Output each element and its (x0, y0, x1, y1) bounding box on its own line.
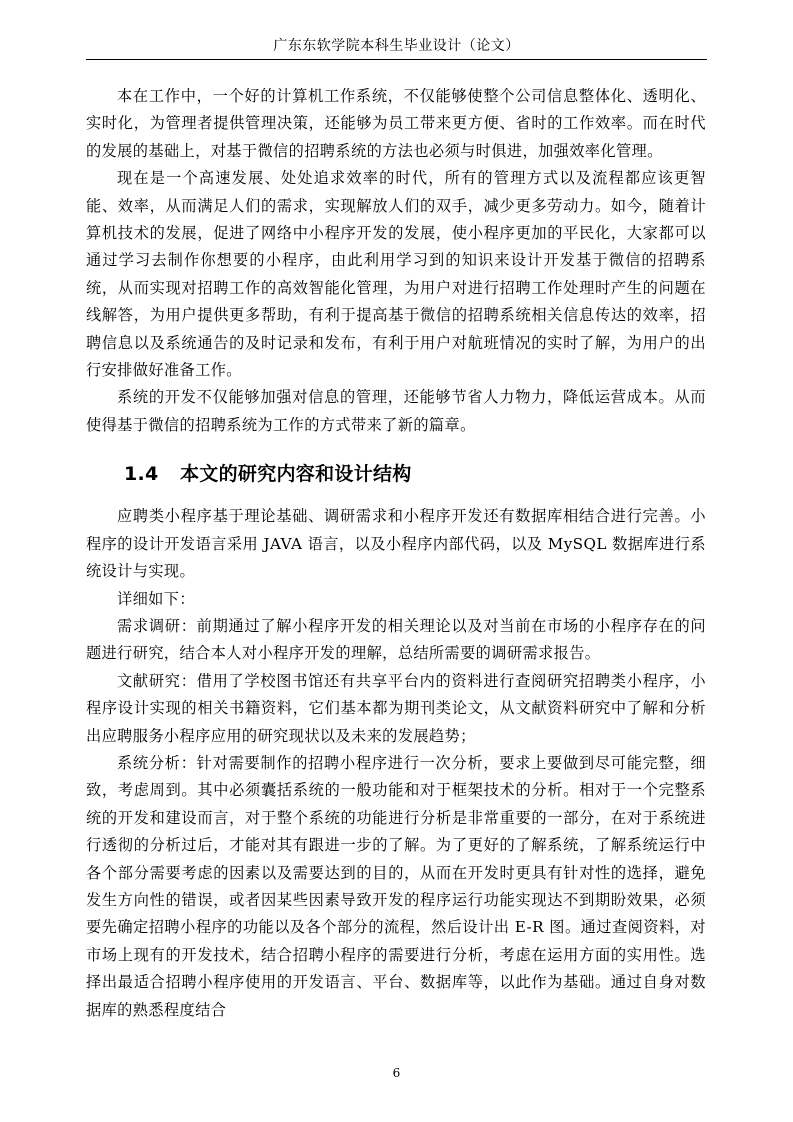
header-rule (86, 59, 707, 60)
paragraph: 文献研究：借用了学校图书馆还有共享平台内的资料进行查阅研究招聘类小程序，小程序设计实现的相关书籍资料，它们基本都为期刊类论文，从文献资料研究中了解和分析出应聘服务小程序应用的研究现状以及未来的发展趋势； (86, 671, 706, 745)
paragraph: 本在工作中，一个好的计算机工作系统，不仅能够使整个公司信息整体化、透明化、实时化，为管理者提供管理决策，还能够为员工带来更方便、省时的工作效率。而在时代的发展的基础上，对基于微信的招聘系统的方法也必须与时俱进，加强效率化管理。 (86, 87, 706, 160)
section-number: 1.4 (124, 463, 159, 486)
page-number: 6 (392, 1066, 401, 1080)
running-header: 广东东软学院本科生毕业设计（论文） (273, 38, 520, 54)
paragraph: 详细如下： (117, 589, 195, 608)
paragraph: 应聘类小程序基于理论基础、调研需求和小程序开发还有数据库相结合进行完善。小程序的设计开发语言采用 JAVA 语言，以及小程序内部代码，以及 MySQL 数据库进行系统设计与实现。 (86, 507, 706, 581)
section-title: 本文的研究内容和设计结构 (180, 463, 412, 486)
paragraph: 系统分析：针对需要制作的招聘小程序进行一次分析，要求上要做到尽可能完整，细致，考虑周到。其中必须囊括系统的一般功能和对于框架技术的分析。相对于一个完整系统的开发和建设而言，对于整个系统的功能进行分析是非常重要的一部分，在对于系统进行透彻的分析过后，才能对其有跟进一步的了解。为了更好的了解系统，了解系统运行中各个部分需要考虑的因素以及需要达到的目的，从而在开发时更具有针对性的选择，避免发生方向性的错误，或者因某些因素导致开发的程序运行功能实现达不到期盼效果，必须要先确定招聘小程序的功能以及各个部分的流程，然后设计出 E-R 图。通过查阅资料，对市场上现有的开发技术，结合招聘小程序的需要进行分析，考虑在运用方面的实用性。选择出最适合招聘小程序使用的开发语言、平台、数据库等，以此作为基础。通过自身对数据库的熟悉程度结合 (86, 753, 706, 1019)
paragraph: 系统的开发不仅能够加强对信息的管理，还能够节省人力物力，降低运营成本。从而使得基于微信的招聘系统为工作的方式带来了新的篇章。 (86, 388, 706, 434)
section-heading (86, 460, 706, 488)
paragraph: 现在是一个高速发展、处处追求效率的时代，所有的管理方式以及流程都应该更智能、效率，从而满足人们的需求，实现解放人们的双手，减少更多劳动力。如今，随着计算机技术的发展，促进了网络中小程序开发的发展，使小程序更加的平民化，大家都可以通过学习去制作你想要的小程序，由此利用学习到的知识来设计开发基于微信的招聘系统，从而实现对招聘工作的高效智能化管理，为用户对进行招聘工作处理时产生的问题在线解答，为用户提供更多帮助，有利于提高基于微信的招聘系统相关信息传达的效率，招聘信息以及系统通告的及时记录和发布，有利于用户对航班情况的实时了解，为用户的出行安排做好准备工作。 (86, 169, 706, 380)
paragraph: 需求调研：前期通过了解小程序开发的相关理论以及对当前在市场的小程序存在的问题进行研究，结合本人对小程序开发的理解，总结所需要的调研需求报告。 (86, 616, 706, 663)
page-body (86, 83, 706, 1024)
